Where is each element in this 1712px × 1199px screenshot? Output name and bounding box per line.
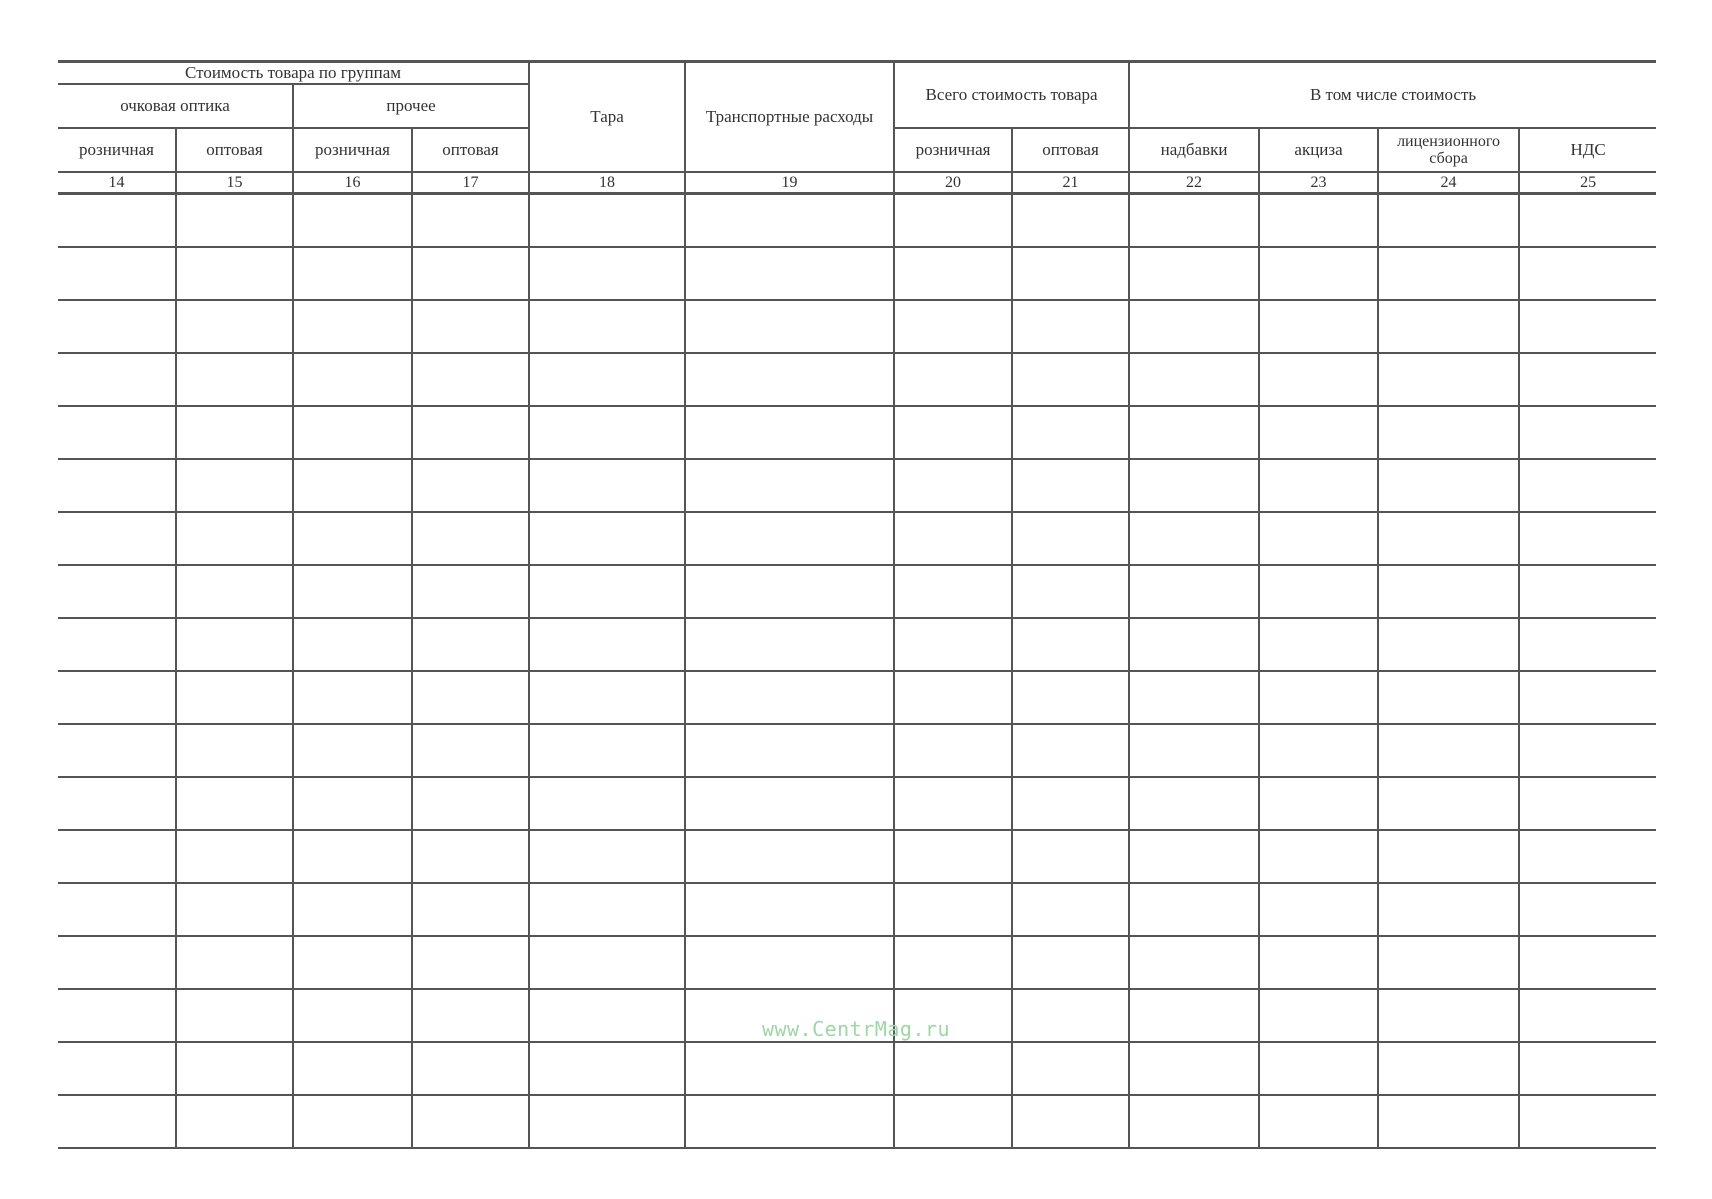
table-cell[interactable] [894,300,1012,353]
table-cell[interactable] [1259,1095,1378,1148]
table-row [58,247,1656,300]
table-cell[interactable] [58,671,176,724]
table-cell[interactable] [1519,1095,1656,1148]
table-cell[interactable] [685,194,894,248]
table-cell[interactable] [529,459,685,512]
table-cell[interactable] [412,724,529,777]
table-cell[interactable] [1012,1042,1129,1095]
table-cell[interactable] [58,777,176,830]
table-cell[interactable] [1129,1095,1259,1148]
other-retail-header: розничная [293,128,412,172]
table-cell[interactable] [412,830,529,883]
optics-wholesale-header: оптовая [176,128,293,172]
column-number: 19 [685,172,894,194]
table-row [58,353,1656,406]
table-cell[interactable] [1519,883,1656,936]
table-cell[interactable] [176,830,293,883]
including-cost-header: В том числе стоимость [1129,62,1656,129]
table-cell[interactable] [1378,1095,1519,1148]
table-cell[interactable] [1129,671,1259,724]
table-cell[interactable] [58,194,176,248]
table-cell[interactable] [176,671,293,724]
table-cell[interactable] [1129,247,1259,300]
table-cell[interactable] [529,194,685,248]
table-cell[interactable] [529,618,685,671]
tare-header: Тара [529,62,685,173]
table-cell[interactable] [412,777,529,830]
table-cell[interactable] [1259,618,1378,671]
table-cell[interactable] [1378,618,1519,671]
table-cell[interactable] [1378,830,1519,883]
table-cell[interactable] [1129,777,1259,830]
table-cell[interactable] [176,247,293,300]
table-cell[interactable] [894,830,1012,883]
table-cell[interactable] [1378,883,1519,936]
table-cell[interactable] [1129,459,1259,512]
table-cell[interactable] [685,777,894,830]
total-retail-header: розничная [894,128,1012,172]
table-cell[interactable] [58,406,176,459]
table-cell[interactable] [529,777,685,830]
table-cell[interactable] [685,459,894,512]
table-row [58,300,1656,353]
table-cell[interactable] [1519,671,1656,724]
table-cell[interactable] [412,512,529,565]
table-cell[interactable] [894,247,1012,300]
table-cell[interactable] [293,883,412,936]
table-cell[interactable] [176,194,293,248]
table-cell[interactable] [1519,936,1656,989]
table-cell[interactable] [1259,512,1378,565]
table-cell[interactable] [529,671,685,724]
table-cell[interactable] [894,618,1012,671]
table-cell[interactable] [1519,353,1656,406]
table-cell[interactable] [58,565,176,618]
table-cell[interactable] [1129,883,1259,936]
table-cell[interactable] [412,406,529,459]
table-cell[interactable] [1012,565,1129,618]
table-row [58,936,1656,989]
table-cell[interactable] [1012,406,1129,459]
table-cell[interactable] [529,724,685,777]
table-cell[interactable] [1519,618,1656,671]
column-number: 18 [529,172,685,194]
table-row [58,565,1656,618]
table-cell[interactable] [293,777,412,830]
table-cell[interactable] [894,406,1012,459]
table-cell[interactable] [1012,724,1129,777]
table-cell[interactable] [1259,565,1378,618]
table-cell[interactable] [176,724,293,777]
table-cell[interactable] [894,353,1012,406]
table-cell[interactable] [685,936,894,989]
table-cell[interactable] [529,353,685,406]
table-cell[interactable] [176,406,293,459]
table-cell[interactable] [1012,830,1129,883]
table-cell[interactable] [529,883,685,936]
table-cell[interactable] [1012,353,1129,406]
table-cell[interactable] [1129,936,1259,989]
table-cell[interactable] [1259,353,1378,406]
cost-table [58,60,1656,1149]
other-wholesale-header: оптовая [412,128,529,172]
table-cell[interactable] [894,459,1012,512]
table-cell[interactable] [1378,459,1519,512]
table-cell[interactable] [1519,300,1656,353]
table-cell[interactable] [1259,671,1378,724]
column-number: 17 [412,172,529,194]
table-cell[interactable] [412,247,529,300]
table-cell[interactable] [1378,565,1519,618]
table-cell[interactable] [1012,883,1129,936]
table-cell[interactable] [293,936,412,989]
table-cell[interactable] [1129,565,1259,618]
table-row [58,194,1656,248]
total-wholesale-header: оптовая [1012,128,1129,172]
table-cell[interactable] [1378,1042,1519,1095]
table-row [58,671,1656,724]
total-cost-header: Всего стоимость товара [894,62,1129,129]
markup-header: надбавки [1129,128,1259,172]
table-cell[interactable] [1378,247,1519,300]
table-cell[interactable] [293,671,412,724]
table-cell[interactable] [1129,830,1259,883]
column-number: 21 [1012,172,1129,194]
table-cell[interactable] [529,565,685,618]
column-number: 14 [58,172,176,194]
vat-header: НДС [1519,128,1656,172]
license-fee-header: лицензионного сбора [1378,128,1519,172]
table-cell[interactable] [1519,724,1656,777]
table-cell[interactable] [894,512,1012,565]
table-cell[interactable] [1012,194,1129,248]
table-cell[interactable] [529,1095,685,1148]
table-cell[interactable] [1129,724,1259,777]
table-cell[interactable] [1519,512,1656,565]
table-cell[interactable] [685,1042,894,1095]
table-cell[interactable] [1519,194,1656,248]
table-cell[interactable] [1012,459,1129,512]
table-cell[interactable] [1519,565,1656,618]
table-cell[interactable] [412,459,529,512]
table-cell[interactable] [58,724,176,777]
table-cell[interactable] [685,671,894,724]
table-cell[interactable] [293,724,412,777]
column-number: 24 [1378,172,1519,194]
table-cell[interactable] [293,565,412,618]
table-cell[interactable] [529,1042,685,1095]
table-cell[interactable] [1519,406,1656,459]
table-cell[interactable] [176,353,293,406]
table-cell[interactable] [1378,724,1519,777]
table-cell[interactable] [1129,1042,1259,1095]
table-cell[interactable] [685,300,894,353]
table-row [58,406,1656,459]
optics-header: очковая оптика [58,84,293,128]
table-cell[interactable] [894,1095,1012,1148]
table-cell[interactable] [1519,1042,1656,1095]
table-cell[interactable] [894,1042,1012,1095]
column-number: 16 [293,172,412,194]
column-number: 25 [1519,172,1656,194]
table-cell[interactable] [1129,194,1259,248]
table-cell[interactable] [1129,406,1259,459]
table-cell[interactable] [685,883,894,936]
table-cell[interactable] [529,830,685,883]
table-cell[interactable] [412,353,529,406]
table-cell[interactable] [1012,936,1129,989]
table-cell[interactable] [1129,512,1259,565]
table-cell[interactable] [176,1095,293,1148]
table-cell[interactable] [1519,777,1656,830]
table-cell[interactable] [293,512,412,565]
table-cell[interactable] [1378,936,1519,989]
table-cell[interactable] [412,671,529,724]
table-cell[interactable] [58,353,176,406]
table-cell[interactable] [58,512,176,565]
table-cell[interactable] [894,194,1012,248]
table-cell[interactable] [1012,1095,1129,1148]
table-cell[interactable] [176,618,293,671]
table-cell[interactable] [293,353,412,406]
table-row [58,1042,1656,1095]
table-cell[interactable] [293,247,412,300]
table-cell[interactable] [293,300,412,353]
table-cell[interactable] [529,512,685,565]
table-cell[interactable] [1129,300,1259,353]
table-cell[interactable] [1259,300,1378,353]
table-cell[interactable] [894,724,1012,777]
table-cell[interactable] [176,1042,293,1095]
table-cell[interactable] [176,936,293,989]
table-cell[interactable] [293,1095,412,1148]
table-cell[interactable] [894,671,1012,724]
table-cell[interactable] [58,1095,176,1148]
table-cell[interactable] [1519,459,1656,512]
table-cell[interactable] [412,300,529,353]
table-cell[interactable] [412,883,529,936]
table-body [58,194,1656,1149]
table-cell[interactable] [1012,300,1129,353]
table-cell[interactable] [176,459,293,512]
table-cell[interactable] [293,618,412,671]
table-cell[interactable] [58,247,176,300]
table-cell[interactable] [176,883,293,936]
table-cell[interactable] [1259,936,1378,989]
table-cell[interactable] [58,459,176,512]
table-cell[interactable] [1259,194,1378,248]
table-cell[interactable] [412,1095,529,1148]
table-cell[interactable] [1378,300,1519,353]
table-cell[interactable] [685,724,894,777]
table-cell[interactable] [58,936,176,989]
table-row [58,618,1656,671]
optics-retail-header: розничная [58,128,176,172]
table-row [58,459,1656,512]
table-row [58,1095,1656,1148]
table-cell[interactable] [1519,247,1656,300]
table-cell[interactable] [685,830,894,883]
table-cell[interactable] [1378,512,1519,565]
table-cell[interactable] [412,194,529,248]
table-cell[interactable] [176,565,293,618]
table-cell[interactable] [529,247,685,300]
table-cell[interactable] [58,300,176,353]
table-cell[interactable] [685,1095,894,1148]
table-cell[interactable] [529,406,685,459]
column-number: 20 [894,172,1012,194]
table-cell[interactable] [1129,618,1259,671]
table-cell[interactable] [293,1042,412,1095]
transport-header: Транспортные расходы [685,62,894,173]
table-row [58,830,1656,883]
table-cell[interactable] [1259,1042,1378,1095]
table-cell[interactable] [685,353,894,406]
table-row [58,512,1656,565]
table-cell[interactable] [1378,406,1519,459]
table-row [58,883,1656,936]
table-cell[interactable] [1259,883,1378,936]
table-row [58,777,1656,830]
other-header: прочее [293,84,529,128]
table-cell[interactable] [1259,777,1378,830]
table-cell[interactable] [1012,512,1129,565]
table-cell[interactable] [1012,777,1129,830]
table-cell[interactable] [529,300,685,353]
group-cost-header: Стоимость товара по группам [58,62,529,85]
table-cell[interactable] [1259,830,1378,883]
table-cell[interactable] [293,459,412,512]
table-cell[interactable] [1519,830,1656,883]
table-cell[interactable] [58,1042,176,1095]
table-cell[interactable] [1012,247,1129,300]
table-cell[interactable] [1378,353,1519,406]
table-cell[interactable] [293,830,412,883]
table-cell[interactable] [58,618,176,671]
table-cell[interactable] [1129,353,1259,406]
table-cell[interactable] [1012,671,1129,724]
table-cell[interactable] [894,936,1012,989]
table-cell[interactable] [1378,671,1519,724]
table-cell[interactable] [1378,194,1519,248]
table-cell[interactable] [1259,247,1378,300]
table-cell[interactable] [412,1042,529,1095]
table-cell[interactable] [412,936,529,989]
table-cell[interactable] [685,565,894,618]
table-header [58,62,1656,194]
table-cell[interactable] [176,300,293,353]
table-cell[interactable] [176,512,293,565]
table-row [58,724,1656,777]
watermark: www.CentrMag.ru [761,1017,951,1041]
table-cell[interactable] [685,618,894,671]
column-number: 22 [1129,172,1259,194]
table-cell[interactable] [529,936,685,989]
table-cell[interactable] [894,565,1012,618]
table-cell[interactable] [1012,618,1129,671]
table-cell[interactable] [293,194,412,248]
table-cell[interactable] [412,565,529,618]
table-cell[interactable] [685,247,894,300]
table-cell[interactable] [685,512,894,565]
table-cell[interactable] [894,883,1012,936]
table-cell[interactable] [685,406,894,459]
table-cell[interactable] [58,883,176,936]
table-cell[interactable] [1378,777,1519,830]
column-number: 23 [1259,172,1378,194]
table-cell[interactable] [412,618,529,671]
table-cell[interactable] [894,777,1012,830]
table-cell[interactable] [1259,724,1378,777]
table-cell[interactable] [293,406,412,459]
table-cell[interactable] [58,830,176,883]
table-cell[interactable] [1259,406,1378,459]
column-number: 15 [176,172,293,194]
table-cell[interactable] [176,777,293,830]
table-cell[interactable] [1259,459,1378,512]
excise-header: акциза [1259,128,1378,172]
